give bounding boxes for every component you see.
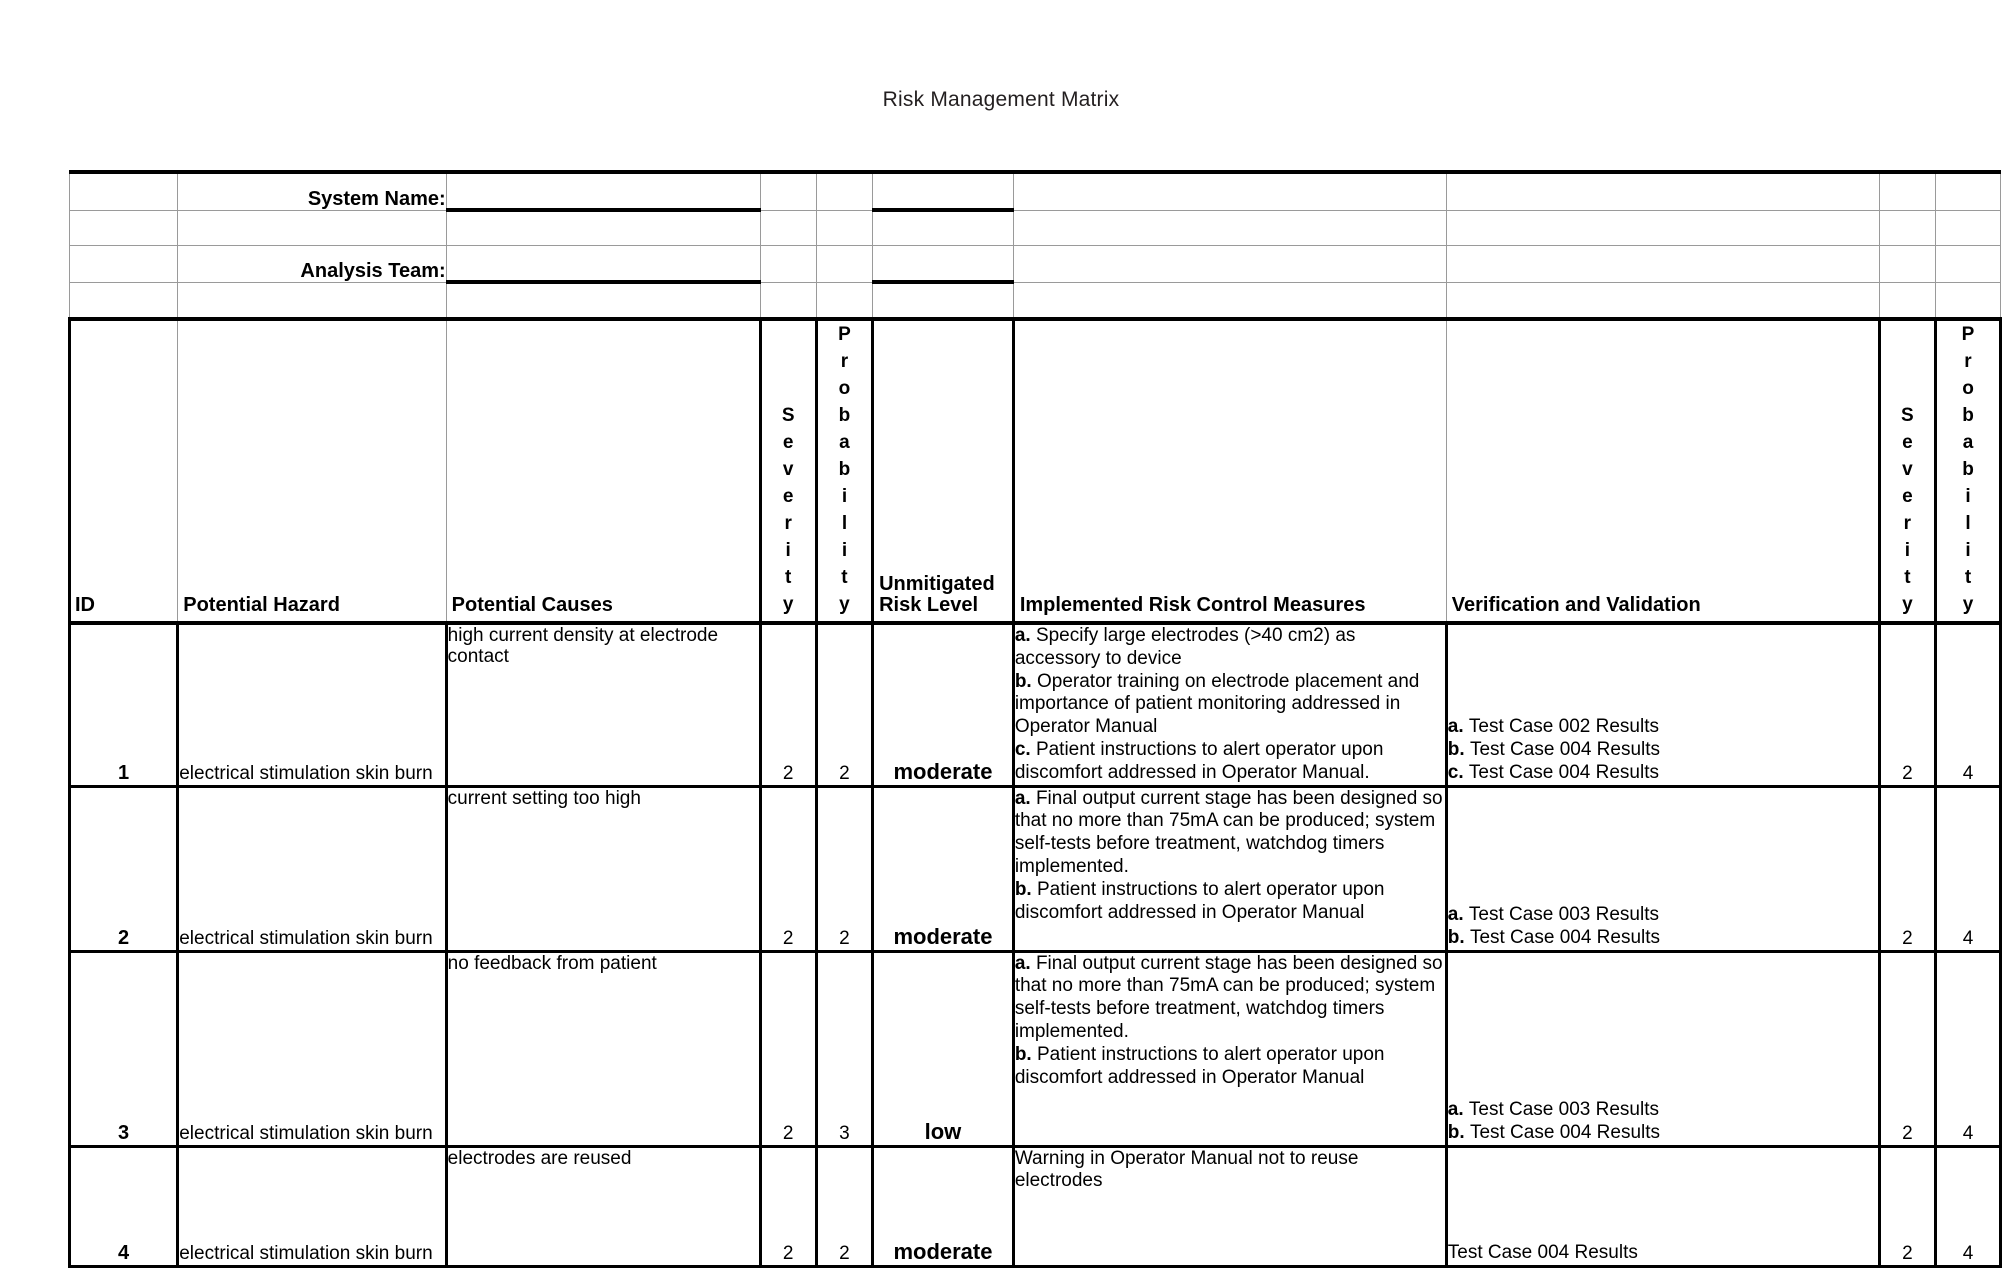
blank-cell [816, 246, 872, 283]
vertical-letter: b [1962, 459, 1974, 481]
header-cell-potential-hazard [178, 319, 446, 623]
vertical-letter: i [1965, 486, 1971, 508]
cell-potential-causes: electrodes are reused [446, 1146, 760, 1266]
spacer-vv [1446, 172, 1879, 210]
cell-potential-hazard: electrical stimulation skin burn [178, 623, 446, 786]
cell-unmitigated-risk-level: low [873, 951, 1014, 1146]
cell-id: 3 [70, 951, 178, 1146]
analysis-team-label: Analysis Team: [178, 246, 446, 283]
blank-cell [1446, 246, 1879, 283]
header-cell-probability [816, 319, 872, 623]
measure-line: Warning in Operator Manual not to reuse electrodes [1014, 1147, 1359, 1192]
blank-cell [873, 210, 1014, 246]
blank-cell [1013, 246, 1446, 283]
system-name-input[interactable] [446, 172, 760, 210]
header-label-control-measures: Implemented Risk Control Measures [1019, 594, 1366, 617]
vertical-letter: i [841, 486, 848, 508]
measure-line: b. Operator training on electrode placement and importance of patient monitoring addressed in Operator Manual [1014, 670, 1420, 738]
vertical-letter: a [1962, 432, 1974, 454]
header-label-severity-vertical [762, 403, 815, 621]
vertical-letter: y [782, 594, 794, 616]
cell-potential-hazard: electrical stimulation skin burn [178, 1146, 446, 1266]
vertical-letter: P [1961, 324, 1975, 346]
blank-cell [446, 210, 760, 246]
measure-label: b. [1447, 738, 1470, 760]
column-header-row [70, 319, 2001, 623]
risk-matrix-sheet [68, 170, 2002, 1268]
spacer-controls [1013, 172, 1446, 210]
table-row [70, 1146, 2001, 1266]
measure-label: a. [1014, 625, 1036, 646]
cell-probability-mitigated: 4 [1936, 623, 2001, 786]
cell-severity-mitigated: 2 [1879, 951, 1935, 1146]
measure-line: a. Test Case 003 Results [1447, 903, 1659, 925]
cell-severity-mitigated: 2 [1879, 623, 1935, 786]
cell-id: 4 [70, 1146, 178, 1266]
header-label-probability-mitigated-vertical [1937, 322, 1999, 621]
measure-line: c. Patient instructions to alert operator upon discomfort addressed in Operator Manual. [1014, 738, 1384, 783]
vertical-letter: b [1962, 405, 1974, 427]
blank-cell [1013, 210, 1446, 246]
vertical-letter: a [839, 432, 850, 454]
header-cell-control-measures [1013, 319, 1446, 623]
header-label-potential-causes: Potential Causes [451, 594, 613, 617]
blank-cell [816, 210, 872, 246]
blank-cell [1446, 282, 1879, 319]
vertical-letter: r [784, 513, 792, 535]
vertical-letter: y [839, 594, 850, 616]
blank-cell [873, 246, 1014, 283]
matrix-data-rows [70, 623, 2001, 1266]
cell-control-measures [1013, 786, 1446, 951]
blank-cell [1936, 210, 2001, 246]
blank-cell [1446, 210, 1879, 246]
measure-label: b. [1014, 1043, 1037, 1065]
header-label-severity-mitigated-vertical [1881, 403, 1934, 621]
blank-cell [446, 282, 760, 319]
vertical-letter: e [782, 486, 794, 508]
measure-line: b. Patient instructions to alert operator upon discomfort addressed in Operator Manual [1014, 878, 1385, 923]
analysis-team-blank-cell [70, 246, 178, 283]
cell-verification [1446, 623, 1879, 786]
analysis-team-row [70, 246, 2001, 283]
spacer-prob [816, 172, 872, 210]
measure-line: b. Test Case 004 Results [1447, 1121, 1661, 1143]
measure-label: a. [1014, 952, 1036, 974]
cell-unmitigated-risk-level: moderate [873, 623, 1014, 786]
vertical-letter: b [838, 459, 851, 481]
vertical-letter: i [841, 540, 848, 562]
measure-label: a. [1014, 787, 1036, 809]
risk-matrix-table [68, 170, 2002, 1268]
blank-cell [1879, 246, 1935, 283]
table-row [70, 951, 2001, 1146]
measure-line: b. Test Case 004 Results [1447, 926, 1661, 948]
spacer-prob2 [1936, 172, 2001, 210]
cell-id: 1 [70, 623, 178, 786]
table-row [70, 786, 2001, 951]
cell-verification [1446, 1146, 1879, 1266]
spacer-sev2 [1879, 172, 1935, 210]
vertical-letter: t [841, 567, 848, 589]
cell-potential-causes: no feedback from patient [446, 951, 760, 1146]
measure-line: a. Final output current stage has been designed so that no more than 75mA can be produced; system self-tests before treatment, watchdog timers implemented. [1014, 787, 1443, 877]
vertical-letter: t [785, 567, 792, 589]
measure-label: c. [1014, 738, 1036, 760]
cell-probability: 2 [816, 1146, 872, 1266]
vertical-letter: P [838, 324, 851, 346]
header-cell-unmitigated-risk-level [873, 319, 1014, 623]
header-cell-severity [760, 319, 816, 623]
vertical-letter: v [782, 459, 794, 481]
vertical-letter: r [1903, 513, 1912, 535]
cell-id: 2 [70, 786, 178, 951]
header-cell-probability-mitigated [1936, 319, 2001, 623]
vertical-letter: e [1902, 432, 1913, 454]
blank-row-2 [70, 282, 2001, 319]
blank-cell [760, 282, 816, 319]
vertical-letter: b [838, 405, 851, 427]
cell-potential-hazard: electrical stimulation skin burn [178, 786, 446, 951]
measure-label: b. [1447, 1121, 1470, 1143]
blank-cell [1936, 282, 2001, 319]
blank-cell [760, 210, 816, 246]
measure-line: b. Patient instructions to alert operator upon discomfort addressed in Operator Manual [1014, 1043, 1385, 1088]
measure-label: a. [1447, 1098, 1469, 1120]
measure-line: a. Specify large electrodes (>40 cm2) as accessory to device [1014, 625, 1356, 669]
cell-probability-mitigated: 4 [1936, 786, 2001, 951]
table-row [70, 623, 2001, 786]
vertical-letter: i [1965, 540, 1971, 562]
header-cell-id [70, 319, 178, 623]
spacer-risk [873, 172, 1014, 210]
measure-line: a. Test Case 003 Results [1447, 1098, 1659, 1120]
vertical-letter: y [1962, 594, 1974, 616]
vertical-letter: r [1964, 351, 1972, 373]
measure-label: b. [1014, 670, 1037, 692]
cell-probability: 2 [816, 786, 872, 951]
header-cell-potential-causes [446, 319, 760, 623]
vertical-letter: e [782, 432, 794, 454]
cell-probability: 3 [816, 951, 872, 1146]
blank-cell [760, 246, 816, 283]
measure-line: a. Final output current stage has been designed so that no more than 75mA can be produced; system self-tests before treatment, watchdog timers implemented. [1014, 952, 1443, 1042]
cell-unmitigated-risk-level: moderate [873, 786, 1014, 951]
header-cell-verification [1446, 319, 1879, 623]
header-line-2: Risk Level [879, 594, 979, 617]
blank-cell [178, 282, 446, 319]
header-label-unmitigated-risk-level [874, 574, 1012, 621]
vertical-letter: l [1965, 513, 1971, 535]
header-label-probability-vertical [818, 322, 871, 621]
header-label-verification: Verification and Validation [1451, 594, 1701, 617]
header-label-potential-hazard: Potential Hazard [183, 594, 340, 617]
vertical-letter: l [841, 513, 848, 535]
blank-cell [1936, 246, 2001, 283]
vertical-letter: S [1901, 405, 1914, 427]
measure-label: a. [1447, 716, 1469, 738]
vertical-letter: e [1902, 486, 1913, 508]
header-line-1: Unmitigated [879, 572, 995, 595]
cell-control-measures [1013, 951, 1446, 1146]
cell-probability-mitigated: 4 [1936, 951, 2001, 1146]
cell-severity-mitigated: 2 [1879, 786, 1935, 951]
cell-potential-causes: current setting too high [446, 786, 760, 951]
blank-cell [1013, 282, 1446, 319]
cell-severity: 2 [760, 786, 816, 951]
vertical-letter: i [785, 540, 791, 562]
cell-unmitigated-risk-level: moderate [873, 1146, 1014, 1266]
blank-cell [873, 282, 1014, 319]
blank-row-1 [70, 210, 2001, 246]
header-cell-severity-mitigated [1879, 319, 1935, 623]
cell-control-measures [1013, 1146, 1446, 1266]
page-title: Risk Management Matrix [882, 88, 1120, 111]
spacer-sev [760, 172, 816, 210]
vertical-letter: o [838, 378, 851, 400]
cell-severity-mitigated: 2 [1879, 1146, 1935, 1266]
system-name-blank-cell [70, 172, 178, 210]
vertical-letter: i [1904, 540, 1910, 562]
vertical-letter: S [781, 405, 795, 427]
cell-verification [1446, 951, 1879, 1146]
vertical-letter: o [1962, 378, 1974, 400]
measure-label: a. [1447, 903, 1469, 925]
measure-line: b. Test Case 004 Results [1447, 738, 1661, 760]
cell-severity: 2 [760, 951, 816, 1146]
blank-cell [1879, 210, 1935, 246]
measure-line: c. Test Case 004 Results [1447, 761, 1659, 783]
analysis-team-input[interactable] [446, 246, 760, 283]
header-label-id: ID [75, 594, 95, 617]
blank-cell [816, 282, 872, 319]
vertical-letter: y [1902, 594, 1913, 616]
measure-label: b. [1447, 926, 1470, 948]
cell-probability: 2 [816, 623, 872, 786]
cell-control-measures [1013, 623, 1446, 786]
measure-label: c. [1447, 761, 1469, 783]
cell-severity: 2 [760, 1146, 816, 1266]
vertical-letter: t [1904, 567, 1911, 589]
measure-line: Test Case 004 Results [1447, 1241, 1638, 1263]
cell-probability-mitigated: 4 [1936, 1146, 2001, 1266]
system-name-label: System Name: [178, 172, 446, 210]
measure-label: b. [1014, 878, 1037, 900]
blank-cell [70, 210, 178, 246]
blank-cell [178, 210, 446, 246]
vertical-letter: t [1964, 567, 1972, 589]
matrix-body [70, 172, 2001, 623]
system-name-row [70, 172, 2001, 210]
measure-line: a. Test Case 002 Results [1447, 716, 1659, 738]
blank-cell [70, 282, 178, 319]
cell-potential-causes: high current density at electrode contact [446, 623, 760, 786]
vertical-letter: v [1902, 459, 1913, 481]
blank-cell [1879, 282, 1935, 319]
cell-severity: 2 [760, 623, 816, 786]
cell-potential-hazard: electrical stimulation skin burn [178, 951, 446, 1146]
cell-verification [1446, 786, 1879, 951]
vertical-letter: r [840, 351, 849, 373]
